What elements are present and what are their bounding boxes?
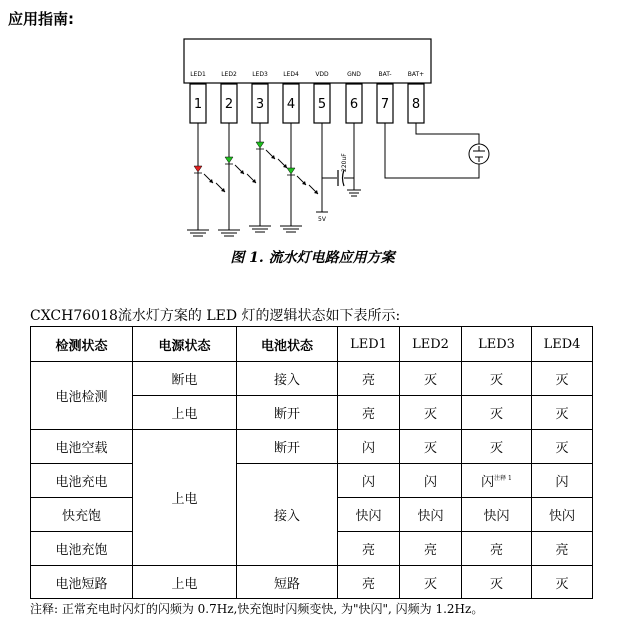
led-cell: 亮: [338, 396, 400, 430]
led-cell: 灭: [462, 430, 532, 464]
led-cell: [462, 464, 532, 498]
led3-charging-text: 闪: [481, 475, 495, 490]
led-cell: 闪: [338, 464, 400, 498]
pin-number: 2: [224, 97, 234, 112]
battery-cell: 短路: [237, 566, 338, 599]
header-detect: 检测状态: [31, 327, 133, 362]
pin-number: 5: [317, 97, 327, 112]
led-cell: 灭: [462, 566, 532, 599]
power-cell: 上电: [133, 566, 237, 599]
bat-minus-wire: [385, 123, 479, 178]
led-symbol: [194, 166, 202, 172]
pin-label: BAT-: [378, 71, 392, 78]
pin-number: 4: [286, 97, 296, 112]
led-cell: 灭: [532, 430, 593, 464]
pin-number: 7: [380, 97, 390, 112]
table-header-row: [31, 327, 593, 362]
battery-cell: 接入: [237, 362, 338, 396]
power-cell: 断电: [133, 362, 237, 396]
pin-number: 8: [411, 97, 421, 112]
table-row: [31, 362, 593, 396]
led-cell: 灭: [400, 430, 462, 464]
led-cell: 灭: [462, 396, 532, 430]
led-cell: 灭: [462, 362, 532, 396]
led-cell: 灭: [532, 362, 593, 396]
led-cell: 灭: [400, 362, 462, 396]
pin-number: 3: [255, 97, 265, 112]
battery-cell: 断开: [237, 430, 338, 464]
led-cell: 亮: [532, 532, 593, 566]
supply-label: 5V: [318, 216, 326, 223]
led-cell: 亮: [338, 362, 400, 396]
bat-plus-wire: [416, 123, 479, 144]
table-row: [31, 464, 593, 498]
header-led3: LED3: [462, 327, 532, 362]
pin-label: LED3: [252, 71, 268, 78]
led-symbol: [256, 142, 264, 148]
pin-label: BAT+: [407, 71, 425, 78]
pin-label: VDD: [315, 71, 329, 78]
led-cell: 闪: [400, 464, 462, 498]
led-cell: 快闪: [400, 498, 462, 532]
led-cell: 快闪: [462, 498, 532, 532]
pin-label: LED2: [221, 71, 237, 78]
header-led1: LED1: [338, 327, 400, 362]
led-symbol: [225, 157, 233, 163]
header-led4: LED4: [532, 327, 593, 362]
pin-number: 6: [349, 97, 359, 112]
detect-cell: 快充饱: [31, 498, 133, 532]
led-cell: 亮: [338, 532, 400, 566]
led-cell: 灭: [532, 566, 593, 599]
detect-cell: 电池短路: [31, 566, 133, 599]
led-cell: 灭: [400, 396, 462, 430]
pin-number: 1: [193, 97, 203, 112]
header-led2: LED2: [400, 327, 462, 362]
led-cell: 灭: [532, 396, 593, 430]
detect-cell: 电池空载: [31, 430, 133, 464]
detect-cell: 电池检测: [31, 362, 133, 430]
table-row: [31, 566, 593, 599]
note-mark: 注释 1: [494, 475, 512, 482]
led-cell: 灭: [400, 566, 462, 599]
power-cell: 上电: [133, 430, 237, 566]
led-cell: 亮: [338, 566, 400, 599]
led-cell: 快闪: [532, 498, 593, 532]
led-cell: 闪: [532, 464, 593, 498]
section-title: 应用指南:: [8, 10, 74, 28]
led-cell: 快闪: [338, 498, 400, 532]
footnote: 注释: 正常充电时闪灯的闪频为 0.7Hz,快充饱时闪频变快, 为"快闪", 闪频为 1.2Hz。: [30, 602, 484, 616]
pin-label: GND: [347, 71, 361, 78]
led-cell: 亮: [400, 532, 462, 566]
led-cell: 闪: [338, 430, 400, 464]
battery-cell: 接入: [237, 464, 338, 566]
led-symbol: [287, 168, 295, 174]
led-circuits: [187, 123, 318, 236]
capacitor-label: 220uF: [341, 153, 348, 172]
figure-caption: 图 1. 流水灯电路应用方案: [230, 250, 395, 266]
led-cell: 亮: [462, 532, 532, 566]
header-battery: 电池状态: [237, 327, 338, 362]
pin-label: LED4: [283, 71, 299, 78]
pin-label: LED1: [190, 71, 206, 78]
circuit-diagram: [0, 0, 625, 245]
detect-cell: 电池充电: [31, 464, 133, 498]
detect-cell: 电池充饱: [31, 532, 133, 566]
header-power: 电源状态: [133, 327, 237, 362]
table-intro: CXCH76018流水灯方案的 LED 灯的逻辑状态如下表所示:: [30, 308, 401, 324]
battery-cell: 断开: [237, 396, 338, 430]
power-cell: 上电: [133, 396, 237, 430]
table-row: [31, 430, 593, 464]
led-logic-table: [30, 326, 593, 599]
